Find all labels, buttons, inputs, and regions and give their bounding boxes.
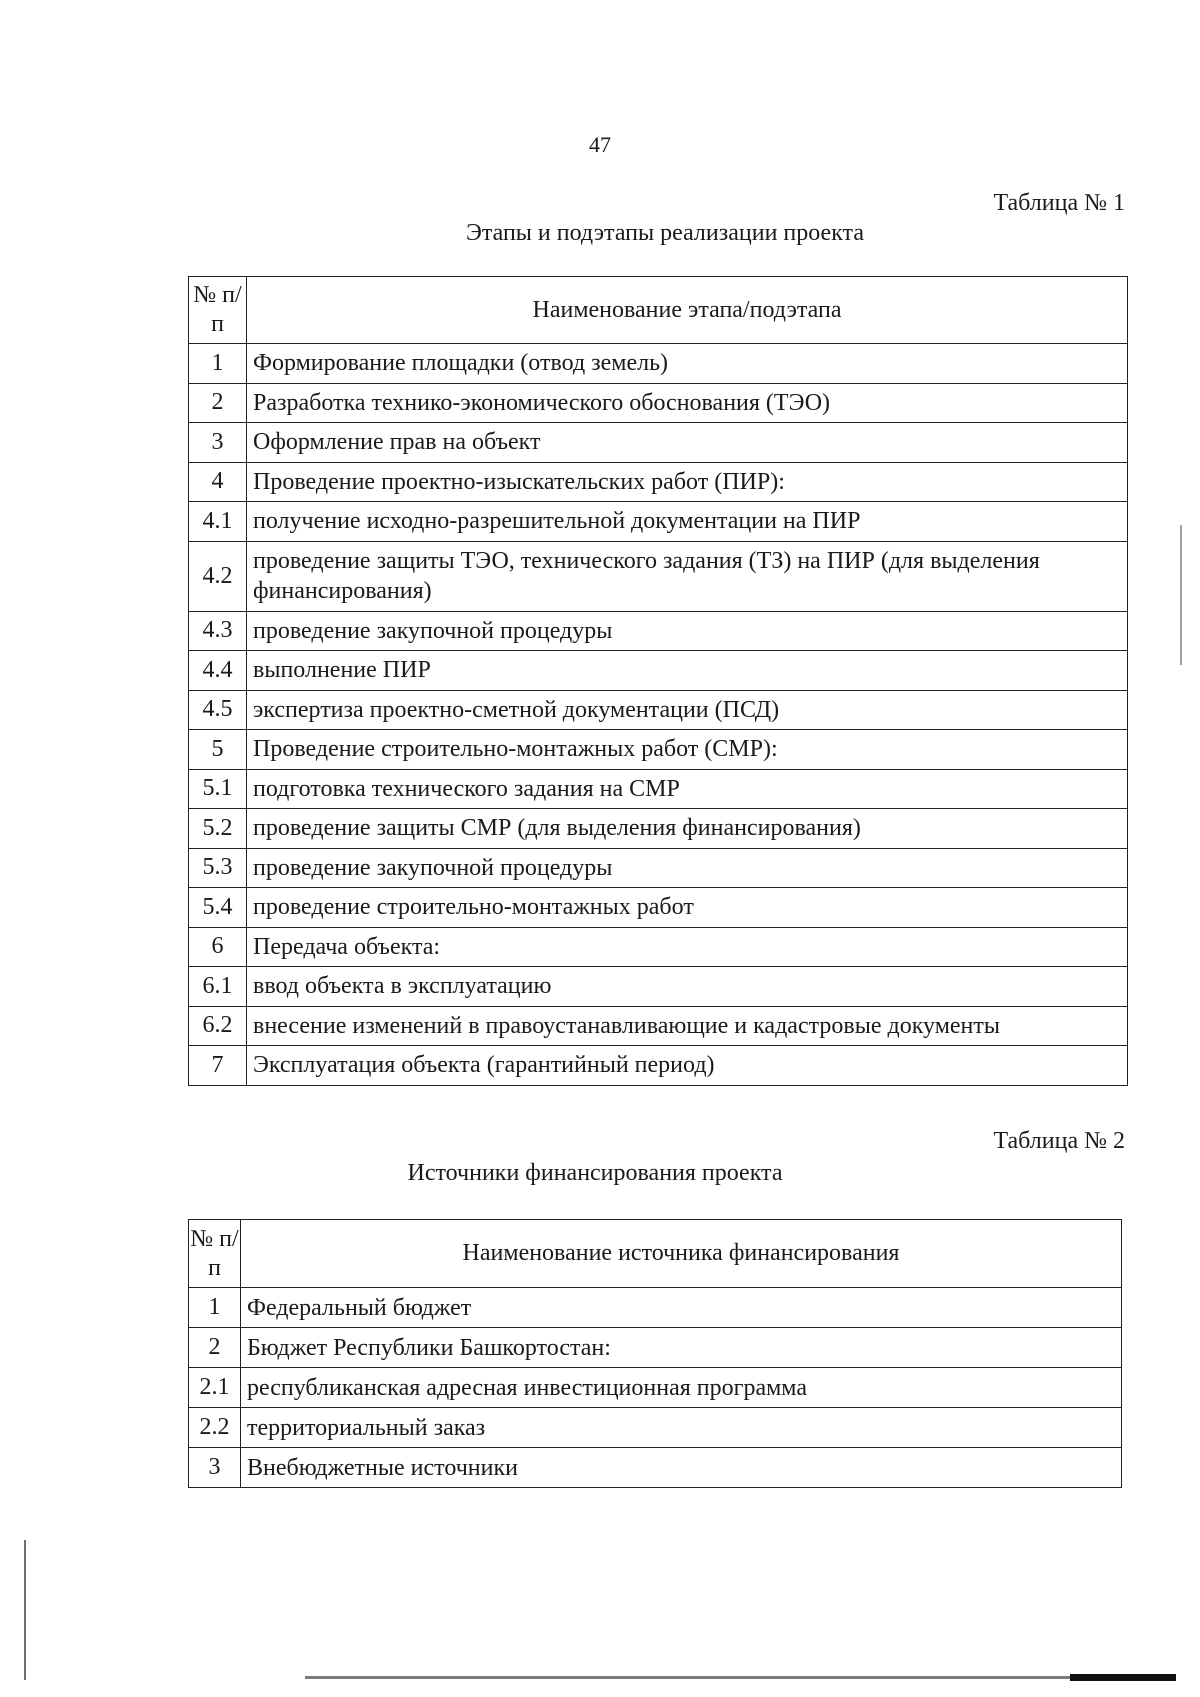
- table1-title: Этапы и подэтапы реализации проекта: [466, 220, 864, 246]
- row-number: 5: [189, 730, 247, 770]
- row-name: проведение защиты СМР (для выделения финансирования): [247, 809, 1128, 849]
- row-name: проведение закупочной процедуры: [247, 611, 1128, 651]
- row-name: проведение защиты ТЭО, технического задания (ТЗ) на ПИР (для выделения финансирования): [247, 541, 1128, 611]
- row-number: 5.3: [189, 848, 247, 888]
- table-row: [189, 1006, 1128, 1046]
- row-name: Проведение проектно-изыскательских работ (ПИР):: [247, 462, 1128, 502]
- row-name: территориальный заказ: [241, 1408, 1122, 1448]
- row-name: Проведение строительно-монтажных работ (СМР):: [247, 730, 1128, 770]
- table-header-row: [189, 277, 1128, 344]
- row-number: 2: [189, 383, 247, 423]
- row-number: 6: [189, 927, 247, 967]
- row-name: получение исходно-разрешительной документации на ПИР: [247, 502, 1128, 542]
- row-number: 5.2: [189, 809, 247, 849]
- row-name: Федеральный бюджет: [241, 1288, 1122, 1328]
- header-name: Наименование этапа/подэтапа: [247, 277, 1128, 344]
- row-number: 1: [189, 344, 247, 384]
- table1-label: Таблица № 1: [993, 190, 1125, 216]
- row-number: 4.1: [189, 502, 247, 542]
- row-number: 2: [189, 1328, 241, 1368]
- row-name: Бюджет Республики Башкортостан:: [241, 1328, 1122, 1368]
- table-row: [189, 541, 1128, 611]
- row-name: Передача объекта:: [247, 927, 1128, 967]
- row-name: экспертиза проектно-сметной документации (ПСД): [247, 690, 1128, 730]
- scan-artifact-bar: [1070, 1674, 1176, 1681]
- row-number: 3: [189, 1448, 241, 1488]
- table2-title: Источники финансирования проекта: [407, 1160, 783, 1186]
- row-number: 4.3: [189, 611, 247, 651]
- table-row: [189, 383, 1128, 423]
- row-name: республиканская адресная инвестиционная программа: [241, 1368, 1122, 1408]
- funding-table: [188, 1219, 1122, 1488]
- row-name: ввод объекта в эксплуатацию: [247, 967, 1128, 1007]
- row-number: 4.4: [189, 651, 247, 691]
- row-name: Разработка технико-экономического обоснования (ТЭО): [247, 383, 1128, 423]
- table-row: [189, 1368, 1122, 1408]
- row-number: 4.2: [189, 541, 247, 611]
- row-number: 5.4: [189, 888, 247, 928]
- table-row: [189, 462, 1128, 502]
- header-num: № п/п: [189, 277, 247, 344]
- row-name: выполнение ПИР: [247, 651, 1128, 691]
- header-name: Наименование источника финансирования: [241, 1220, 1122, 1288]
- table-row: [189, 1288, 1122, 1328]
- row-number: 1: [189, 1288, 241, 1328]
- row-name: Оформление прав на объект: [247, 423, 1128, 463]
- scan-artifact-edge: [1180, 525, 1182, 665]
- row-number: 6.1: [189, 967, 247, 1007]
- row-name: подготовка технического задания на СМР: [247, 769, 1128, 809]
- table-row: [189, 967, 1128, 1007]
- table-row: [189, 888, 1128, 928]
- table-row: [189, 611, 1128, 651]
- row-number: 4.5: [189, 690, 247, 730]
- row-number: 2.2: [189, 1408, 241, 1448]
- table-row: [189, 848, 1128, 888]
- table-row: [189, 809, 1128, 849]
- table-row: [189, 1328, 1122, 1368]
- table-row: [189, 1046, 1128, 1086]
- row-number: 3: [189, 423, 247, 463]
- table-row: [189, 1408, 1122, 1448]
- table2-label: Таблица № 2: [993, 1128, 1125, 1154]
- stages-table: [188, 276, 1128, 1086]
- row-number: 6.2: [189, 1006, 247, 1046]
- row-name: проведение закупочной процедуры: [247, 848, 1128, 888]
- table-row: [189, 423, 1128, 463]
- row-name: Эксплуатация объекта (гарантийный период): [247, 1046, 1128, 1086]
- page-number: 47: [589, 132, 611, 157]
- table-header-row: [189, 1220, 1122, 1288]
- table-row: [189, 1448, 1122, 1488]
- row-name: Внебюджетные источники: [241, 1448, 1122, 1488]
- row-name: Формирование площадки (отвод земель): [247, 344, 1128, 384]
- scan-artifact-line: [305, 1676, 1175, 1679]
- table-row: [189, 502, 1128, 542]
- table-row: [189, 927, 1128, 967]
- header-num: № п/п: [189, 1220, 241, 1288]
- row-name: внесение изменений в правоустанавливающие и кадастровые документы: [247, 1006, 1128, 1046]
- row-number: 5.1: [189, 769, 247, 809]
- table-row: [189, 651, 1128, 691]
- row-number: 2.1: [189, 1368, 241, 1408]
- row-number: 4: [189, 462, 247, 502]
- table-row: [189, 690, 1128, 730]
- scan-artifact-edge: [24, 1540, 26, 1680]
- table-row: [189, 344, 1128, 384]
- table-row: [189, 769, 1128, 809]
- row-name: проведение строительно-монтажных работ: [247, 888, 1128, 928]
- table-row: [189, 730, 1128, 770]
- row-number: 7: [189, 1046, 247, 1086]
